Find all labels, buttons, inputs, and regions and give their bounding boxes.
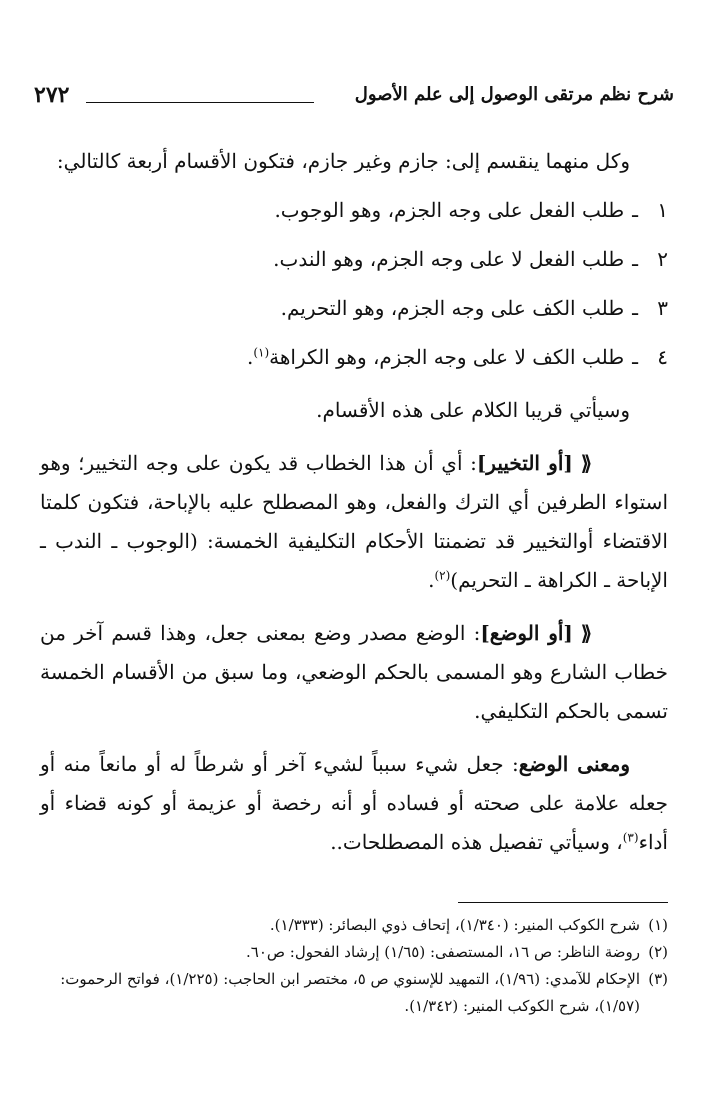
paragraph-end: .	[428, 568, 435, 592]
item-dash: ـ	[632, 198, 638, 222]
item-end: .	[246, 345, 254, 369]
item-text: طلب الكف لا على وجه الجزم، وهو الكراهة	[269, 345, 625, 369]
arrow-icon: ⟪	[580, 451, 592, 475]
footnote-ref: (٢)	[434, 568, 451, 583]
list-item	[40, 191, 668, 230]
list-item	[40, 240, 668, 279]
item-text: طلب الفعل على وجه الجزم، وهو الوجوب.	[274, 198, 625, 222]
item-dash: ـ	[632, 296, 638, 320]
footnote-text: روضة الناظر: ص ١٦، المستصفى: (١/٦٥) إرشاد الفحول: ص٦٠.	[245, 943, 640, 961]
intro-paragraph: وكل منهما ينقسم إلى: جازم وغير جازم، فتكون الأقسام أربعة كالتالي:	[56, 149, 630, 173]
footnote-number: (٣)	[648, 970, 668, 988]
item-text: طلب الكف على وجه الجزم، وهو التحريم.	[280, 296, 625, 320]
paragraph-3	[40, 444, 668, 600]
footnote	[40, 912, 668, 939]
item-number: ٤	[657, 345, 668, 369]
running-title: شرح نظم مرتقى الوصول إلى علم الأصول	[354, 84, 674, 105]
arrow-icon: ⟪	[580, 621, 592, 645]
footnote-rule	[458, 902, 668, 903]
footnote-ref: (١)	[253, 345, 270, 360]
term-heading: ومعنى الوضع	[518, 752, 630, 776]
term-heading: [أو الوضع]	[480, 621, 573, 645]
footnotes	[40, 912, 668, 1020]
item-text: طلب الفعل لا على وجه الجزم، وهو الندب.	[273, 247, 625, 271]
item-dash: ـ	[632, 345, 638, 369]
item-number: ١	[657, 198, 668, 222]
footnote-text: شرح الكوكب المنير: (١/٣٤٠)، إتحاف ذوي البصائر: (١/٣٣٣).	[269, 916, 640, 934]
paragraph-2: وسيأتي قريبا الكلام على هذه الأقسام.	[316, 398, 630, 422]
footnote-number: (١)	[648, 916, 668, 934]
paragraph-end: ، وسيأتي تفصيل هذه المصطلحات..	[330, 830, 623, 854]
running-header	[34, 82, 674, 112]
paragraph-5	[40, 745, 668, 862]
paragraph-text: : أي أن هذا الخطاب قد يكون على وجه التخيير؛ وهو استواء الطرفين أي الترك والفعل، وهو المصطلح عليه بالإباحة، فتكون كلمتا الاقتضاء أوالتخيير قد تضمنتا الأحكام التكليفية الخمسة: (الوجوب ـ الندب ـ الإباحة ـ الكراهة ـ التحريم)	[40, 451, 668, 592]
paragraph-text: : جعل شيء سبباً لشيء آخر أو شرطاً له أو مانعاً منه أو جعله علامة على صحته أو فساده أو أنه رخصة أو عزيمة أو كونه قضاء أو أداء	[40, 752, 668, 854]
paragraph-4	[40, 614, 668, 731]
list-item	[40, 338, 668, 377]
footnote-text: الإحكام للآمدي: (١/٩٦)، التمهيد للإسنوي ص ٥، مختصر ابن الحاجب: (١/٢٢٥)، فواتح الرحموت: (١/٥٧)، شرح الكوكب المنير: (١/٣٤٢).	[60, 970, 640, 1015]
item-number: ٣	[657, 296, 668, 320]
main-text	[40, 142, 668, 862]
list-item	[40, 289, 668, 328]
footnote	[40, 966, 668, 1020]
footnote-number: (٢)	[648, 943, 668, 961]
item-number: ٢	[657, 247, 668, 271]
footnote-ref: (٣)	[622, 830, 639, 845]
header-rule	[86, 102, 314, 103]
paragraph-text: : الوضع مصدر وضع بمعنى جعل، وهذا قسم آخر من خطاب الشارع وهو المسمى بالحكم الوضعي، وما سبق من الأقسام الخمسة تسمى بالحكم التكليفي.	[40, 621, 668, 723]
item-dash: ـ	[632, 247, 638, 271]
term-heading: [أو التخيير]	[476, 451, 573, 475]
footnote	[40, 939, 668, 966]
page-number: ٢٧٢	[34, 82, 70, 108]
